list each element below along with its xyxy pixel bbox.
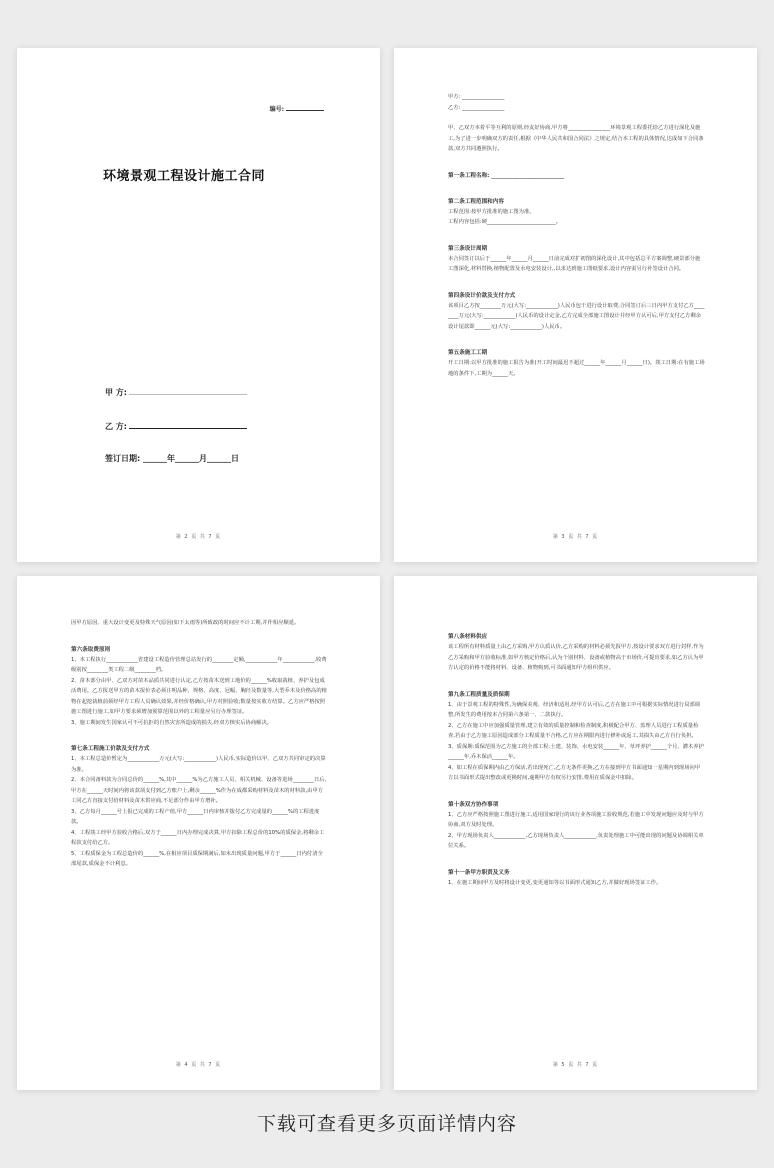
page-content [448, 632, 705, 888]
paragraph: 该工程所有材料质量上由乙方采购,甲方认质认价,乙方采购的材料必须先报甲方,按设计要求双方进行封样,作为乙方采购和甲方验收标准,如甲方核定价格后,认为个别材料、设备或植物高于市场价,可提出要求,如乙方认为甲方认定的价格不能将材料、设备、植物购到,可书面通知甲方组织供应。 [448, 644, 704, 671]
paragraph: 本合同签订以后于______年______月______日前完成对扩初图的深化设计,其中包括总平方案调整,硬景部分施工图深化,材料替换,植物配置及水电安装设计,,以求达到施工图纸要求,设计内容需另行补签设计合同。 [448, 255, 701, 272]
paragraph: 工程内容包括:硬__________________________。 [448, 219, 562, 225]
contract-cover-page [17, 48, 380, 562]
paragraph: 3、施工期间发生国家认可不可抗拒的自然灾害所造成的损失,经双方核实后协商解决。 [71, 719, 273, 726]
download-more-banner[interactable]: 下载可查看更多页面详情内容 [256, 1113, 517, 1135]
paragraph: 5、工程质保金为工程总造价的______%,在相应项目质保期满后,如未出现质量问题,甲方于______日内付清全部尾款,质保金不计利息。 [71, 850, 323, 867]
contract-page-3 [394, 48, 757, 562]
paragraph: 1、乙方应严格按照施工图进行施工,适用国家现行的该行业各项施工验收规范,若施工中发现问题应及时与甲方协商,双方及时处理。 [448, 811, 704, 828]
paragraph: 4、工程竣工经甲方验收合格后,双方于______日内办理完成决算,甲方扣除工程总价的10%的质保金,将剩余工程款支付给乙方。 [71, 829, 325, 846]
paragraph: 1、本工程总造价暂定为____________万元(大写:____________)人民币,实际造价以甲、乙双方共同审定的决算为准。 [71, 756, 326, 773]
page-footer: 第 5 页 共 7 页 [552, 1062, 599, 1068]
contract-page-4 [17, 576, 380, 1090]
paragraph: 该项目乙方按________万元(大写:____________)人民币包干进行设计取费,合同签订后三日内甲方支付乙方________万元(大写:____________)人民币的设计定金,乙方完成全部施工图设计并经甲方认可后,甲方支付乙方剩余设计尾款即______元(大写:____________)人民币。 [448, 302, 705, 330]
section-heading: 第七条工程施工价款及支付方式 [71, 746, 150, 752]
section-heading: 第八条材料供应 [448, 634, 488, 640]
section-heading: 第十一条甲方职责及义务 [448, 869, 510, 876]
paragraph: 甲、乙双方本着平等互利的原则,经友好协商,甲方将________________环境景观工程委托给乙方进行深化及施工,为了进一步明确双方的责任,根据《中华人民共和国合同法》之规定,结合本工程的具体情况,达成如下合同条款,双方共同遵照执行。 [448, 125, 704, 152]
page-content [71, 618, 328, 870]
section-heading: 第九条工程质量及质保期 [448, 691, 510, 698]
paragraph: 1、在施工期间甲方及时将设计变更,变更通知等以书面形式通知乙方,并做好现场签证工作。 [448, 879, 662, 886]
paragraph: 甲方: ________________ [448, 94, 505, 100]
section-heading: 第一条工程名称: __________________________ [448, 172, 565, 179]
paragraph: 工程范围:按甲方批准的施工图为准。 [448, 208, 535, 215]
paragraph: 乙方: ________________ [448, 104, 505, 111]
section-heading: 第三条设计周期 [448, 245, 488, 252]
paragraph: 1、本工程执行____________省建设工程造价管理总站发行的________定额,____________年____________,收费级别按________类工程二级________档。 [71, 656, 327, 673]
paragraph: 开工日期:以甲方批准的施工报告为准(开工时间最迟不超过______年______月______日)。竣工日期:在有施工场地的条件下,工期为______天。 [448, 360, 705, 377]
paragraph: 3、质保期:质保范围为乙方施工的全部工程:土建、装饰、水电安装______年、草坪养护______个月、灌木养护______年,乔木保活______年。 [448, 743, 704, 760]
page-footer: 第 4 页 共 7 页 [175, 1062, 222, 1068]
sign-date-field: 签订日期: ______年______月______日 [105, 454, 239, 463]
section-heading: 第二条工程范围和内容 [448, 198, 504, 205]
contract-number: 编号: [270, 104, 324, 113]
page-content [448, 92, 705, 379]
paragraph: 2、甲方现场负责人____________,乙方现场负责人____________,负责处理施工中可能出现的问题及协调相关单位关系。 [448, 832, 704, 849]
section-heading: 第十条双方协作事项 [448, 801, 499, 808]
page-footer: 第 3 页 共 7 页 [552, 534, 599, 540]
party-b-field: 乙 方: [105, 420, 247, 432]
contract-page-5 [394, 576, 757, 1090]
paragraph: 2、本合同备料款为合同总价的______%,其中______%为乙方施工人员、相关机械、设备等进场________日后,甲方在______天时间内将该款项支付到乙方账户上,剩余______%作为在成都采购材料及苗木的材料款,由甲方工同乙方直接支付给材料及苗木供应商,不足部分作由甲方增补。 [71, 777, 327, 804]
party-a-field: 甲 方: [105, 386, 247, 398]
section-heading: 第四条设计价款及支付方式 [448, 292, 516, 299]
paragraph: 4、如工程在质保期内由乙方保活,若出现死亡,乙方无条件更换,乙方在接到甲方书面通知一星期内到现场向甲方以书面形式提出整改或更换时间,逾期甲方有权另行安排,费用在质保金中扣除。 [448, 764, 701, 781]
contract-title: 环境景观工程设计施工合同 [103, 169, 266, 184]
paragraph: 1、由于景观工程的特殊性,为确保美观、经济和适用,经甲方认可后,乙方在施工中可根据实际情况进行局部调整,所发生的费用按本合同第六条第一、二款执行。 [448, 701, 701, 718]
section-heading: 第六条取费原则 [71, 646, 111, 653]
paragraph: 3、乙方每月______号上报已完成的工程产值,甲方______日内审核并拨付乙方完成量的______%的工程进度款。 [71, 808, 320, 825]
paragraph: 2、乙方在施工中应加强质量管理,建立有效的质量控制和检查制度,积极配合甲方、监理人员进行工程质量检查,若由于乙方施工原因造成部分工程质量不合格,乙方应在期限内进行修补或返工,其损失由乙方自行负担。 [448, 722, 699, 739]
paragraph: 2、苗木部分由甲、乙双方对苗木品质共同进行认定,乙方按苗木送到工地价的______%收取栽植、养护及包成活费用。乙方报送甲方的苗木报价表必须注明品种、规格、高度、冠幅、胸径及数量等,大型乔木及价格高的植物在起挖栽植前须经甲方工程人员确认效果,并经价格确认,甲方对照验收;数量按实收方结算。乙方应严格按照施工图进行施工,如甲方要求须增加预算范围以外的工程量应另行办理签证。 [71, 677, 327, 715]
paragraph: 因甲方原因、重大设计变更及特殊天气原因(如下太雨等)所致政的时间应不计工期,并作相应顺延。 [71, 620, 300, 626]
section-heading: 第五条施工工期 [448, 350, 488, 356]
page-footer: 第 2 页 共 7 页 [175, 534, 222, 540]
